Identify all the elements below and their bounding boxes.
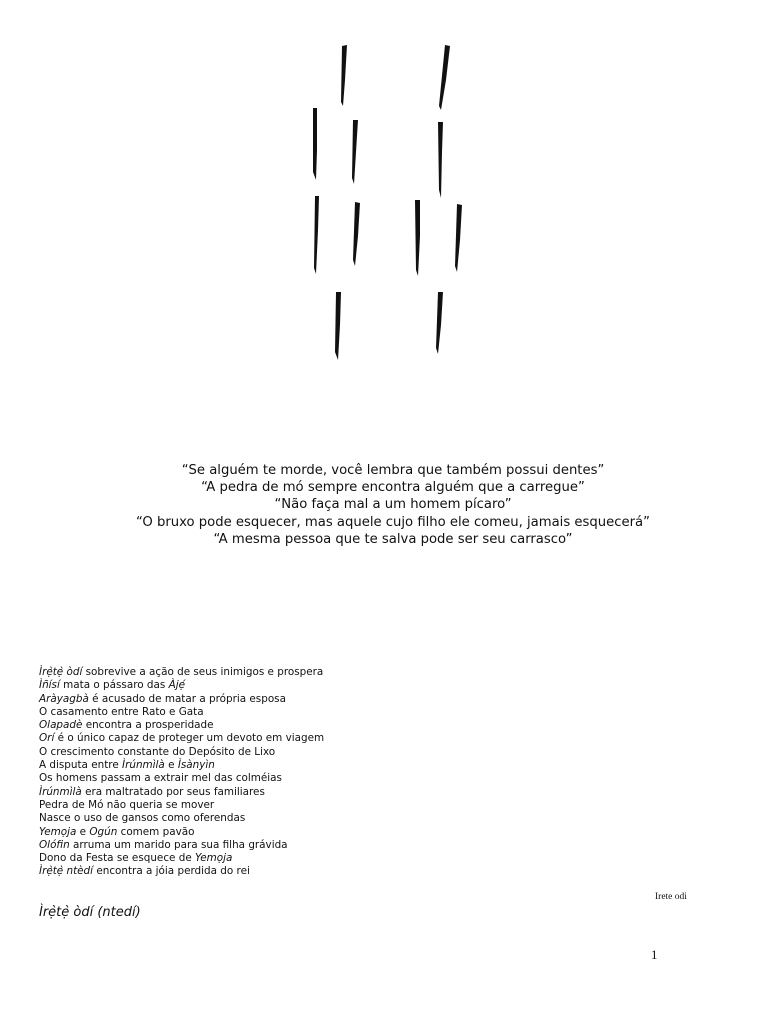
- list-item-text: A disputa entre: [39, 759, 123, 772]
- list-item-text: sobrevive a ação de seus inimigos e prospera: [82, 666, 324, 678]
- odu-title: Ìrẹ̀tẹ̀ òdí (ntedí): [39, 905, 141, 920]
- list-item: [39, 826, 599, 839]
- list-item-text: O casamento entre Rato e Gata: [39, 705, 204, 718]
- sign-mark-row3-b: [353, 202, 360, 266]
- italic-term: Orí: [39, 732, 55, 745]
- proverb-line: “A mesma pessoa que te salva pode ser seu carrasco”: [213, 531, 573, 547]
- italic-term: Ogún: [89, 825, 118, 838]
- list-item-text: O crescimento constante do Depósito de Lixo: [39, 745, 276, 758]
- sign-mark-row2-b: [352, 120, 358, 184]
- list-item: [39, 693, 599, 706]
- list-item: [39, 719, 599, 732]
- list-item: [39, 865, 599, 878]
- list-item-text: arruma um marido para sua filha grávida: [69, 838, 288, 851]
- list-item: [39, 812, 599, 825]
- italic-term: Olófin: [39, 838, 70, 851]
- sign-mark-row2-c: [438, 122, 443, 198]
- list-item: [39, 746, 599, 759]
- proverb-line: “O bruxo pode esquecer, mas aquele cujo filho ele comeu, jamais esquecerá”: [136, 514, 650, 530]
- proverb-line: “Não faça mal a um homem pícaro”: [274, 497, 512, 513]
- list-item: [39, 852, 599, 865]
- list-item-text: Pedra de Mó não queria se mover: [39, 798, 215, 811]
- list-item-text: e: [76, 825, 90, 838]
- list-item: [39, 772, 599, 785]
- list-item-text: Nasce o uso de gansos como oferendas: [39, 812, 246, 825]
- list-item-text: é o único capaz de proteger um devoto em viagem: [54, 732, 325, 745]
- story-list: [39, 666, 599, 879]
- list-item-text: e: [164, 759, 178, 772]
- page-number: 1: [651, 947, 658, 962]
- list-item: [39, 679, 599, 692]
- odu-sign-strokes: [313, 45, 462, 360]
- list-item: [39, 839, 599, 852]
- list-item: [39, 759, 599, 772]
- italic-term: Yemọja: [39, 825, 77, 838]
- sign-mark-row3-c: [415, 200, 420, 276]
- list-item: [39, 799, 599, 812]
- italic-term: Ìrẹ̀tẹ̀ ntèdí: [39, 865, 94, 878]
- proverb-line: “Se alguém te morde, você lembra que também possui dentes”: [181, 463, 605, 478]
- italic-term: Ìrúnmìlà: [39, 785, 82, 798]
- sign-mark-row4-left: [335, 292, 341, 360]
- sign-mark-row3-d: [455, 204, 462, 272]
- list-item: [39, 786, 599, 799]
- running-head: Irete odi: [655, 892, 687, 902]
- italic-term: Olapadè: [39, 719, 83, 732]
- list-item: [39, 706, 599, 719]
- list-item-text: encontra a jóia perdida do rei: [93, 865, 250, 878]
- list-item-text: comem pavão: [117, 825, 195, 838]
- sign-mark-row1-left: [341, 45, 347, 106]
- sign-mark-row3-a: [314, 196, 319, 274]
- italic-term: Ìrúnmìlà: [122, 759, 165, 772]
- italic-term: Ìsànyìn: [177, 759, 215, 772]
- italic-term: Yemọja: [195, 852, 233, 865]
- list-item-text: era maltratado por seus familiares: [81, 785, 265, 798]
- list-item-text: mata o pássaro das: [59, 679, 169, 692]
- list-item-text: Dono da Festa se esquece de: [39, 852, 196, 865]
- list-item-text: encontra a prosperidade: [82, 719, 214, 732]
- italic-term: Àjẹ́: [168, 679, 185, 692]
- list-item-text: Os homens passam a extrair mel das colméias: [39, 772, 282, 785]
- list-item-text: é acusado de matar a própria esposa: [88, 692, 286, 705]
- sign-mark-row4-right: [436, 292, 443, 354]
- proverb-line: “A pedra de mó sempre encontra alguém que a carregue”: [201, 480, 585, 496]
- proverbs-block: [0, 462, 768, 548]
- odu-sign-marks: [290, 40, 480, 370]
- list-item: [39, 732, 599, 745]
- italic-term: Aràyagbà: [39, 692, 89, 705]
- italic-term: Ìñísí: [39, 679, 60, 692]
- sign-mark-row2-a: [313, 108, 317, 180]
- italic-term: Ìrẹ̀tẹ̀ òdí: [39, 666, 83, 678]
- sign-mark-row1-right: [439, 45, 450, 110]
- list-item: [39, 666, 599, 679]
